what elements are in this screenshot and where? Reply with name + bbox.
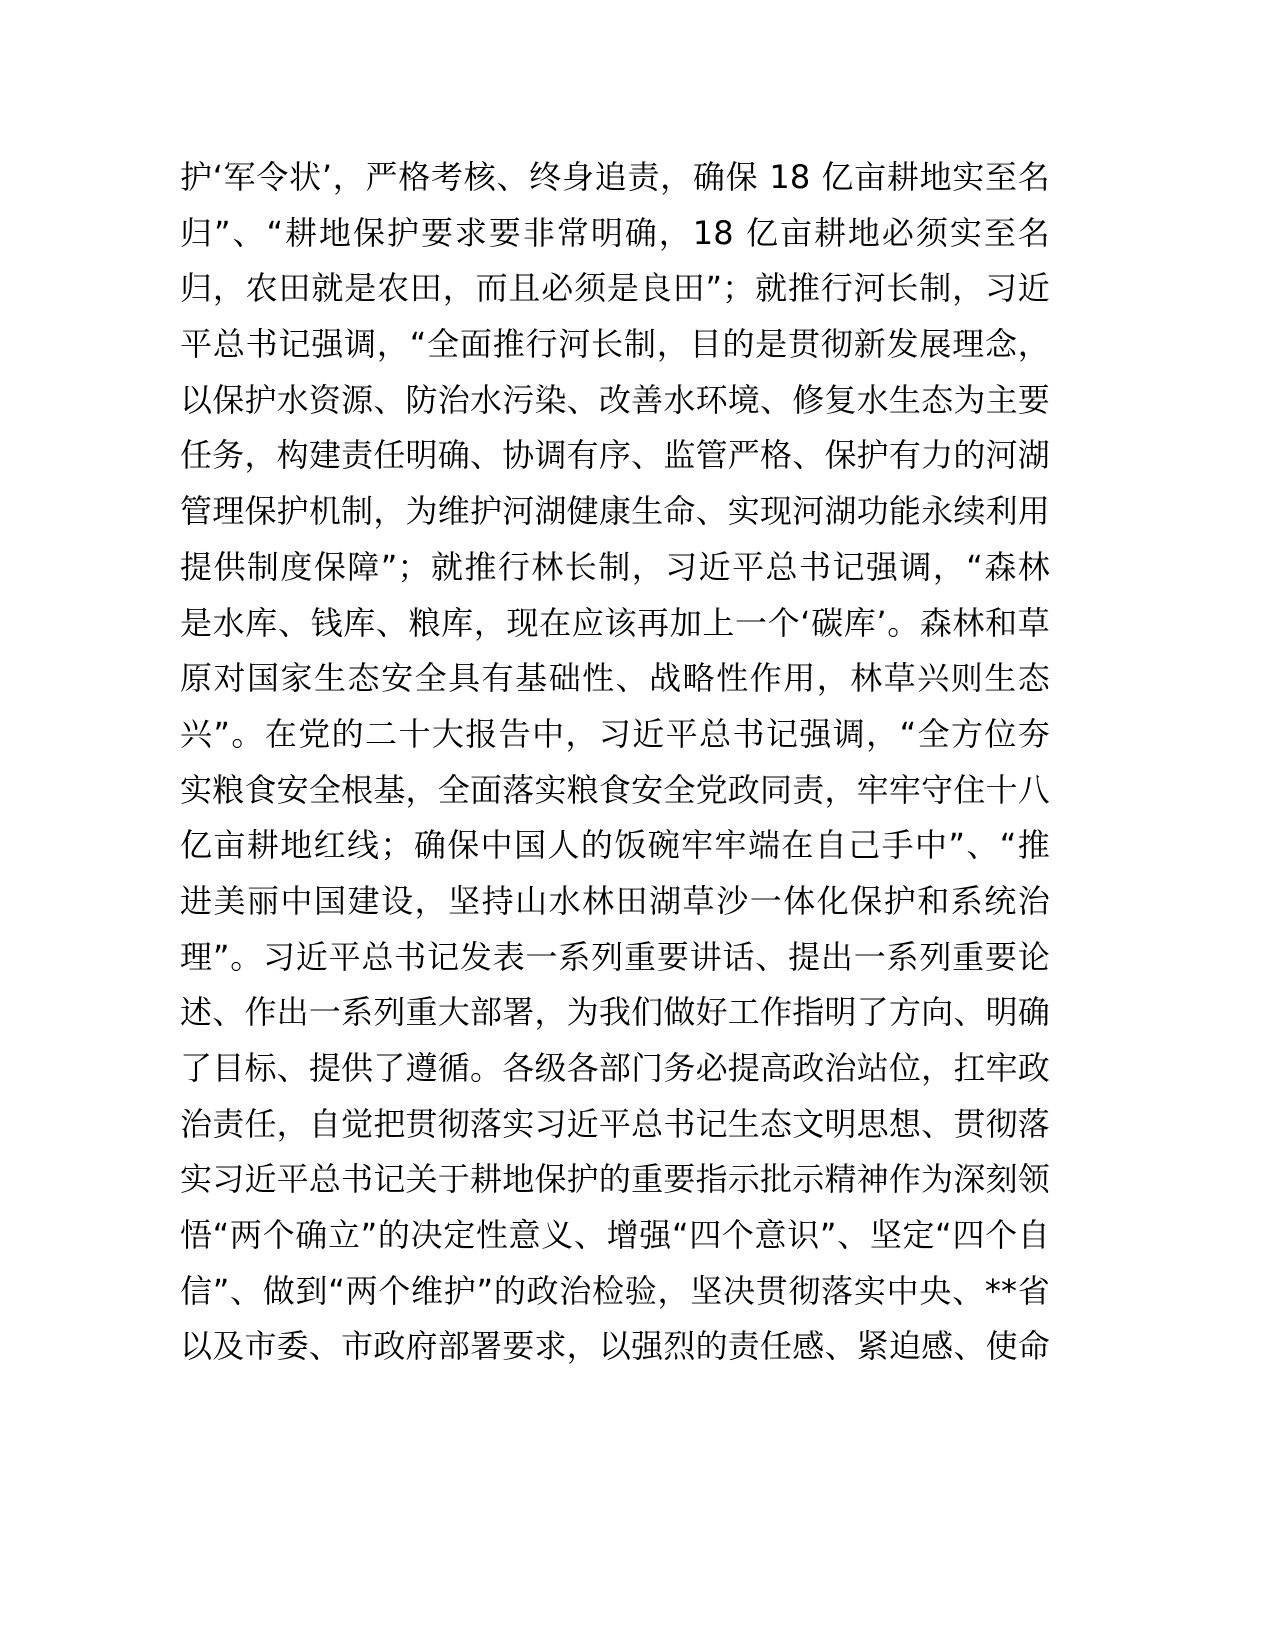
text-line: 是水库、钱库、粮库，现在应该再加上一个‘碳库’。森林和草 xyxy=(180,603,1050,642)
text-line: 护‘军令状’，严格考核、终身追责，确保 18 亿亩耕地实至名 xyxy=(180,158,1050,196)
body-text xyxy=(180,150,1050,1375)
text-line: 治责任，自觉把贯彻落实习近平总书记生态文明思想、贯彻落 xyxy=(180,1104,1050,1143)
text-line: 亿亩耕地红线；确保中国人的饭碗牢牢端在自己手中”、“推 xyxy=(180,826,1050,865)
text-line: 原对国家生态安全具有基础性、战略性作用，林草兴则生态 xyxy=(180,659,1050,698)
text-line: 述、作出一系列重大部署，为我们做好工作指明了方向、明确 xyxy=(180,993,1050,1032)
text-line: 兴”。在党的二十大报告中，习近平总书记强调，“全方位夯 xyxy=(180,714,1050,753)
text-line: 提供制度保障”；就推行林长制，习近平总书记强调，“森林 xyxy=(180,547,1050,586)
text-line: 归”、“耕地保护要求要非常明确，18 亿亩耕地必须实至名 xyxy=(180,213,1050,252)
text-line: 理”。习近平总书记发表一系列重要讲话、提出一系列重要论 xyxy=(180,937,1050,976)
text-line: 实粮食安全根基，全面落实粮食安全党政同责，牢牢守住十八 xyxy=(180,770,1050,809)
text-line: 实习近平总书记关于耕地保护的重要指示批示精神作为深刻领 xyxy=(180,1160,1050,1199)
text-line: 任务，构建责任明确、协调有序、监管严格、保护有力的河湖 xyxy=(180,436,1050,475)
text-line: 信”、做到“两个维护”的政治检验，坚决贯彻落实中央、**省 xyxy=(180,1271,1050,1310)
text-line: 悟“两个确立”的决定性意义、增强“四个意识”、坚定“四个自 xyxy=(180,1216,1050,1255)
text-line: 平总书记强调，“全面推行河长制，目的是贯彻新发展理念， xyxy=(180,325,1050,364)
text-line: 归，农田就是农田，而且必须是良田”；就推行河长制，习近 xyxy=(180,269,1050,308)
text-line: 以及市委、市政府部署要求，以强烈的责任感、紧迫感、使命 xyxy=(180,1327,1050,1366)
text-line: 以保护水资源、防治水污染、改善水环境、修复水生态为主要 xyxy=(180,380,1050,419)
text-line: 进美丽中国建设，坚持山水林田湖草沙一体化保护和系统治 xyxy=(180,881,1050,920)
text-line: 了目标、提供了遵循。各级各部门务必提高政治站位，扛牢政 xyxy=(180,1049,1050,1087)
text-line: 管理保护机制，为维护河湖健康生命、实现河湖功能永续利用 xyxy=(180,492,1050,531)
